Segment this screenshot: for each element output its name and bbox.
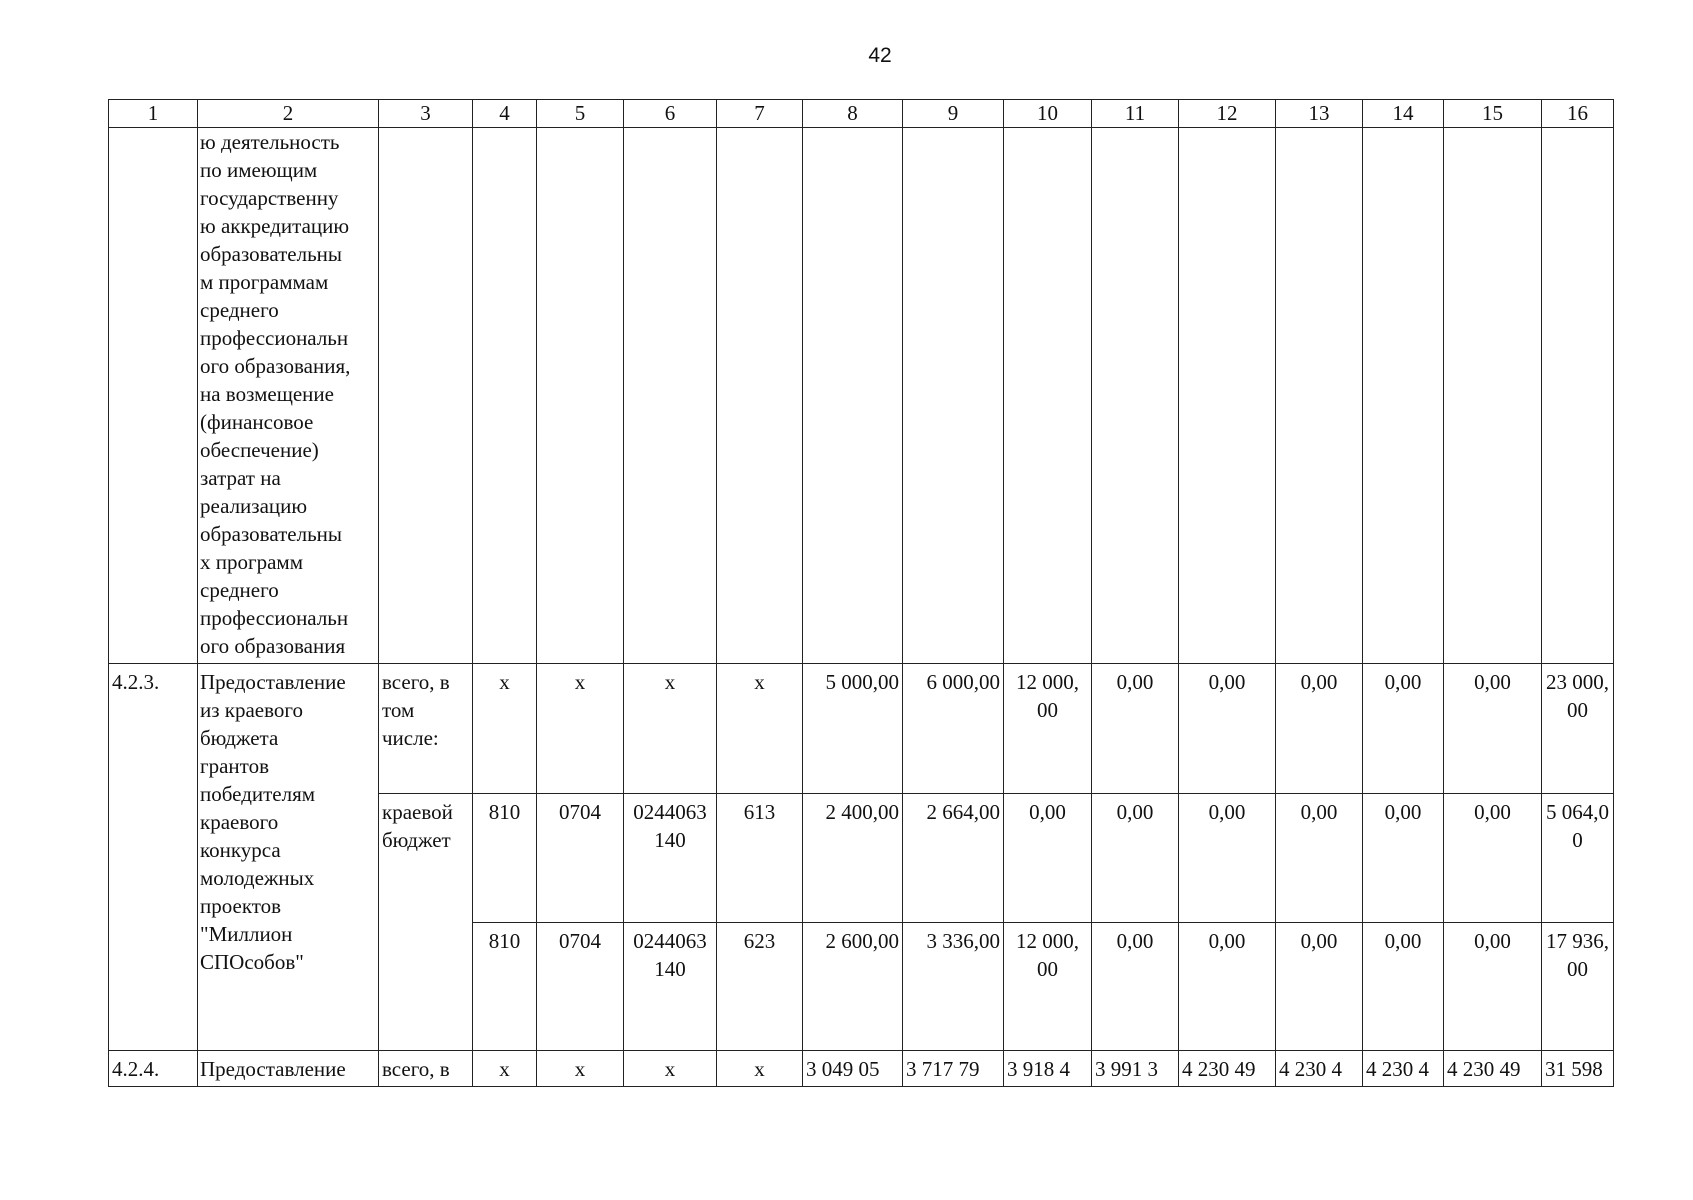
cell-c7: 623 [717,923,803,1051]
cont-desc-line: образовательны [200,522,342,546]
cont-cell-8 [803,128,903,664]
cell-c9: 6 000,00 [903,664,1004,794]
cell-c10: 3 918 4 [1004,1051,1092,1087]
col-header-10: 10 [1004,100,1092,128]
value-line: 5 064,0 [1546,800,1609,824]
desc-line: бюджета [200,726,279,750]
cont-desc-line: среднего [200,298,279,322]
cell-c13: 0,00 [1276,794,1363,923]
cont-desc-line: обеспечение) [200,438,319,462]
cont-cell-6 [624,128,717,664]
cont-cell-14 [1363,128,1444,664]
cell-c10: 0,00 [1004,794,1092,923]
cell-c11: 3 991 3 [1092,1051,1179,1087]
col-header-15: 15 [1444,100,1542,128]
cont-cell-15 [1444,128,1542,664]
budget-table [108,99,1614,1087]
cell-c6: х [624,1051,717,1087]
cell-c13: 0,00 [1276,923,1363,1051]
cell-c6 [624,923,717,1051]
cell-c6 [624,794,717,923]
value-line: 00 [1567,698,1588,722]
col-header-13: 13 [1276,100,1363,128]
cell-c5: х [537,1051,624,1087]
col-header-2: 2 [198,100,379,128]
value-line: 140 [654,828,686,852]
cell-c9: 3 717 79 [903,1051,1004,1087]
continuation-row [109,128,1614,664]
cont-cell-3 [379,128,473,664]
source-line: числе: [382,726,439,750]
value-line: 00 [1037,698,1058,722]
desc-line: из краевого [200,698,303,722]
page-number: 42 [868,44,892,67]
cell-c5: х [537,664,624,794]
cell-c12: 0,00 [1179,923,1276,1051]
desc-line: проектов [200,894,282,918]
col-header-4: 4 [473,100,537,128]
cell-c14: 0,00 [1363,923,1444,1051]
row-code: 4.2.4. [109,1051,198,1087]
value-line: 0244063 [633,929,707,953]
cell-c4: 810 [473,794,537,923]
cont-desc-line: м программам [200,270,329,294]
cont-desc-line: ого образования, [200,354,351,378]
cell-c16 [1542,923,1614,1051]
cell-c10 [1004,664,1092,794]
cont-desc-line: государственну [200,186,339,210]
cont-cell-13 [1276,128,1363,664]
col-header-3: 3 [379,100,473,128]
cell-c16: 31 598 [1542,1051,1614,1087]
value-line: 17 936, [1546,929,1609,953]
value-line: 12 000, [1016,670,1079,694]
value-line: 00 [1567,957,1588,981]
source-line: краевой [382,800,453,824]
cell-c8: 2 600,00 [803,923,903,1051]
cont-cell-12 [1179,128,1276,664]
cell-c16 [1542,794,1614,923]
funding-source: всего, в [379,1051,473,1087]
desc-line: конкурса [200,838,281,862]
cell-c15: 4 230 49 [1444,1051,1542,1087]
col-header-14: 14 [1363,100,1444,128]
cell-c13: 0,00 [1276,664,1363,794]
col-header-1: 1 [109,100,198,128]
col-header-7: 7 [717,100,803,128]
cont-cell-10 [1004,128,1092,664]
row-code: 4.2.3. [109,664,198,1051]
cell-c4: 810 [473,923,537,1051]
desc-line: "Миллион [200,922,293,946]
col-header-9: 9 [903,100,1004,128]
col-header-5: 5 [537,100,624,128]
source-line: том [382,698,415,722]
cont-desc-line: образовательны [200,242,342,266]
cont-description-cell [198,128,379,664]
cont-desc-line: реализацию [200,494,308,518]
cell-c11: 0,00 [1092,664,1179,794]
cell-c5: 0704 [537,794,624,923]
cell-c16 [1542,664,1614,794]
cont-desc-line: среднего [200,578,279,602]
cell-c7: х [717,1051,803,1087]
cont-desc-line: ю деятельность [200,130,340,154]
cont-cell-4 [473,128,537,664]
cont-cell-7 [717,128,803,664]
cell-c12: 0,00 [1179,794,1276,923]
cell-c7: х [717,664,803,794]
cell-c6: х [624,664,717,794]
cell-c13: 4 230 4 [1276,1051,1363,1087]
value-line: 140 [654,957,686,981]
value-line: 12 000, [1016,929,1079,953]
cell-c14: 0,00 [1363,794,1444,923]
cell-c8: 2 400,00 [803,794,903,923]
cell-c10 [1004,923,1092,1051]
cont-desc-line: профессиональн [200,606,349,630]
cell-c14: 4 230 4 [1363,1051,1444,1087]
value-line: 0 [1572,828,1583,852]
source-line: бюджет [382,828,451,852]
cont-desc-line: затрат на [200,466,281,490]
table-row [109,1051,1614,1087]
cell-c5: 0704 [537,923,624,1051]
cell-c15: 0,00 [1444,794,1542,923]
cont-desc-line: ого образования [200,634,346,658]
cell-c7: 613 [717,794,803,923]
value-line: 0244063 [633,800,707,824]
cell-c12: 0,00 [1179,664,1276,794]
cell-c4: х [473,1051,537,1087]
source-line: всего, в [382,670,450,694]
funding-source [379,664,473,794]
cont-desc-line: (финансовое [200,410,314,434]
cont-desc-line: по имеющим [200,158,318,182]
desc-line: грантов [200,754,269,778]
value-line: 00 [1037,957,1058,981]
cell-c9: 2 664,00 [903,794,1004,923]
cell-c11: 0,00 [1092,923,1179,1051]
desc-line: СПОсобов" [200,950,304,974]
cont-desc-line: х программ [200,550,304,574]
cont-cell-9 [903,128,1004,664]
desc-line: Предоставление [200,670,346,694]
header-row [109,100,1614,128]
cont-cell-11 [1092,128,1179,664]
cell-c4: х [473,664,537,794]
cell-c8: 3 049 05 [803,1051,903,1087]
col-header-8: 8 [803,100,903,128]
col-header-12: 12 [1179,100,1276,128]
cell-c8: 5 000,00 [803,664,903,794]
table-row [109,664,1614,794]
cont-desc-line: ю аккредитацию [200,214,350,238]
row-description: Предоставление [198,1051,379,1087]
cell-c14: 0,00 [1363,664,1444,794]
value-line: 23 000, [1546,670,1609,694]
desc-line: победителям [200,782,316,806]
cell-c15: 0,00 [1444,923,1542,1051]
cell-c11: 0,00 [1092,794,1179,923]
col-header-11: 11 [1092,100,1179,128]
cont-cell-5 [537,128,624,664]
cont-desc-line: на возмещение [200,382,334,406]
funding-source [379,794,473,1051]
desc-line: молодежных [200,866,315,890]
row-description [198,664,379,1051]
cell-c15: 0,00 [1444,664,1542,794]
col-header-6: 6 [624,100,717,128]
cell-c12: 4 230 49 [1179,1051,1276,1087]
cont-cell-16 [1542,128,1614,664]
col-header-16: 16 [1542,100,1614,128]
desc-line: краевого [200,810,279,834]
cont-desc-line: профессиональн [200,326,349,350]
cont-code-cell [109,128,198,664]
cell-c9: 3 336,00 [903,923,1004,1051]
